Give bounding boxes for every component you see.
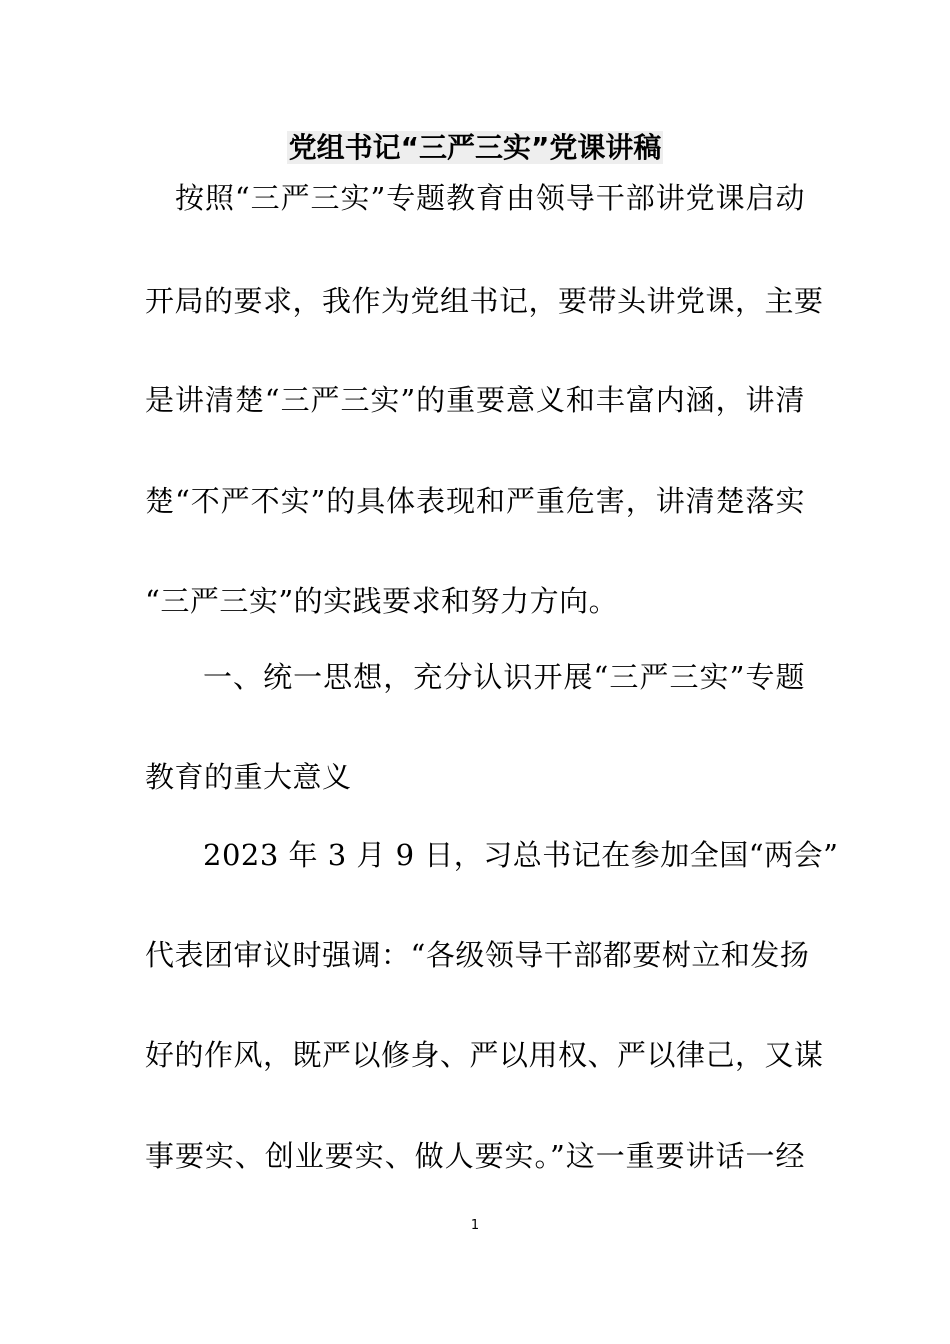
paragraph-line: 开局的要求，我作为党组书记，要带头讲党课，主要 (145, 284, 824, 318)
document-title-text: 党组书记“三严三实”党课讲稿 (288, 131, 662, 164)
section-heading-line: 教育的重大意义 (145, 760, 352, 794)
document-title (0, 128, 950, 168)
paragraph-line: 按照“三严三实”专题教育由领导干部讲党课启动 (175, 181, 805, 215)
paragraph-line: 事要实、创业要实、做人要实。”这一重要讲话一经 (145, 1139, 805, 1173)
paragraph-line: 好的作风，既严以修身、严以用权、严以律己，又谋 (145, 1038, 824, 1072)
section-heading-line: 一、统一思想，充分认识开展“三严三实”专题 (203, 660, 805, 694)
paragraph-line: 是讲清楚“三严三实”的重要意义和丰富内涵，讲清 (145, 383, 805, 417)
paragraph-line: 楚“不严不实”的具体表现和严重危害，讲清楚落实 (145, 484, 805, 518)
paragraph-line: 2023 年 3 月 9 日，习总书记在参加全国“两会” (203, 838, 839, 872)
paragraph-line: 代表团审议时强调：“各级领导干部都要树立和发扬 (145, 938, 810, 972)
paragraph-line: “三严三实”的实践要求和努力方向。 (145, 584, 619, 618)
page-number: 1 (470, 1218, 480, 1233)
